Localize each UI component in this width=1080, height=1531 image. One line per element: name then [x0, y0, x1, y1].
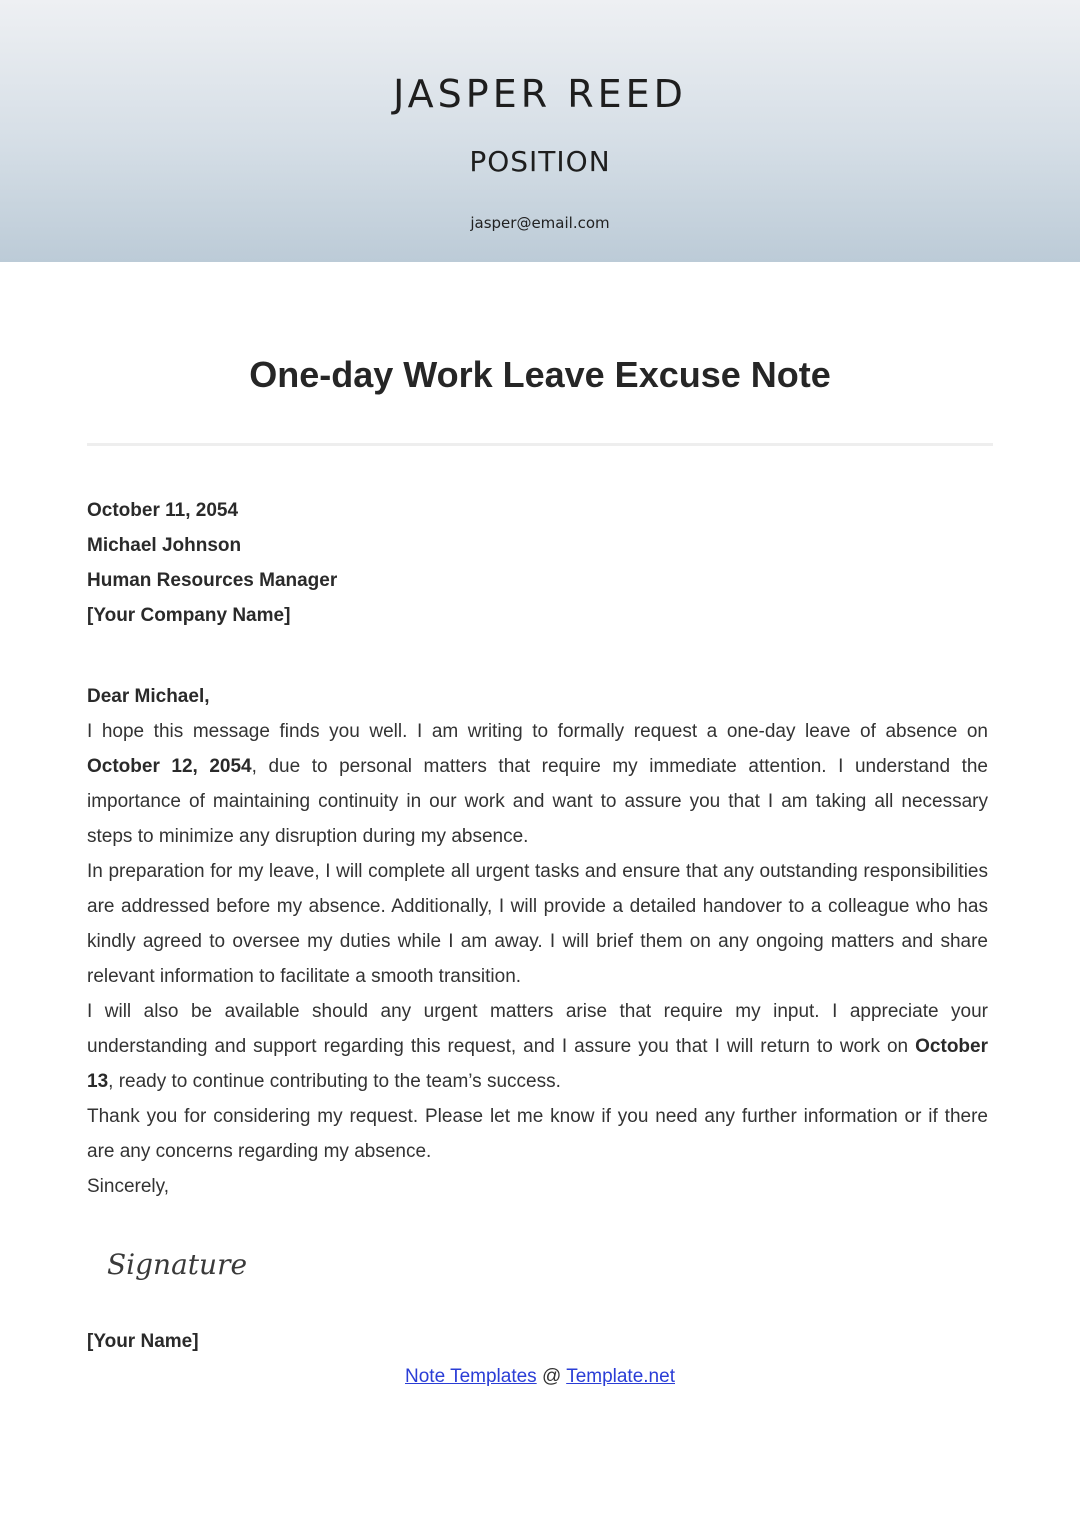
paragraph-3-text-b: , ready to continue contributing to the team’s success. — [108, 1071, 561, 1092]
paragraph-3 — [87, 994, 988, 1099]
paragraph-1 — [87, 714, 988, 854]
paragraph-3-text-a: I will also be available should any urgent matters arise that require my input. I appreciate your understanding and support regarding this request, and I assure you that I will return to work on — [87, 1001, 988, 1057]
recipient-block — [87, 493, 988, 633]
paragraph-1-text-b: , due to personal matters that require my immediate attention. I understand the importance of maintaining continuity in our work and want to assure you that I am taking all necessary steps to minimize any disruption during my absence. — [87, 756, 988, 847]
document-title: One-day Work Leave Excuse Note — [249, 354, 831, 395]
your-name: [Your Name] — [87, 1331, 199, 1352]
letter-date: October 11, 2054 — [87, 500, 239, 521]
recipient-name: Michael Johnson — [87, 535, 242, 556]
salutation: Dear Michael, — [87, 686, 210, 707]
paragraph-1-text-a: I hope this message finds you well. I am writing to formally request a one-day leave of absence on — [87, 721, 988, 742]
paragraph-2: In preparation for my leave, I will complete all urgent tasks and ensure that any outstanding responsibilities are addressed before my absence. Additionally, I will provide a detailed handover to a colleague who has kindly agreed to oversee my duties while I am away. I will brief them on any ongoing matters and share relevant information to facilitate a smooth transition. — [87, 861, 988, 987]
footer — [0, 1366, 1080, 1388]
letterhead — [0, 0, 1080, 262]
sender-email: jasper@email.com — [470, 214, 610, 232]
paragraph-4: Thank you for considering my request. Please let me know if you need any further information or if there are any concerns regarding my absence. — [87, 1106, 988, 1162]
footer-separator: @ — [536, 1366, 567, 1387]
sender-name: JASPER REED — [393, 72, 687, 116]
sender-position: POSITION — [469, 145, 611, 178]
signature: Signature — [107, 1248, 248, 1281]
closing: Sincerely, — [87, 1176, 170, 1197]
recipient-title: Human Resources Manager — [87, 570, 338, 591]
letter-body — [87, 493, 988, 1359]
note-templates-link[interactable]: Note Templates — [405, 1366, 537, 1387]
return-date: October 13 — [87, 1036, 988, 1092]
template-net-link[interactable]: Template.net — [566, 1366, 675, 1387]
leave-date: October 12, 2054 — [87, 756, 252, 777]
divider — [87, 443, 993, 446]
company-name: [Your Company Name] — [87, 605, 291, 626]
